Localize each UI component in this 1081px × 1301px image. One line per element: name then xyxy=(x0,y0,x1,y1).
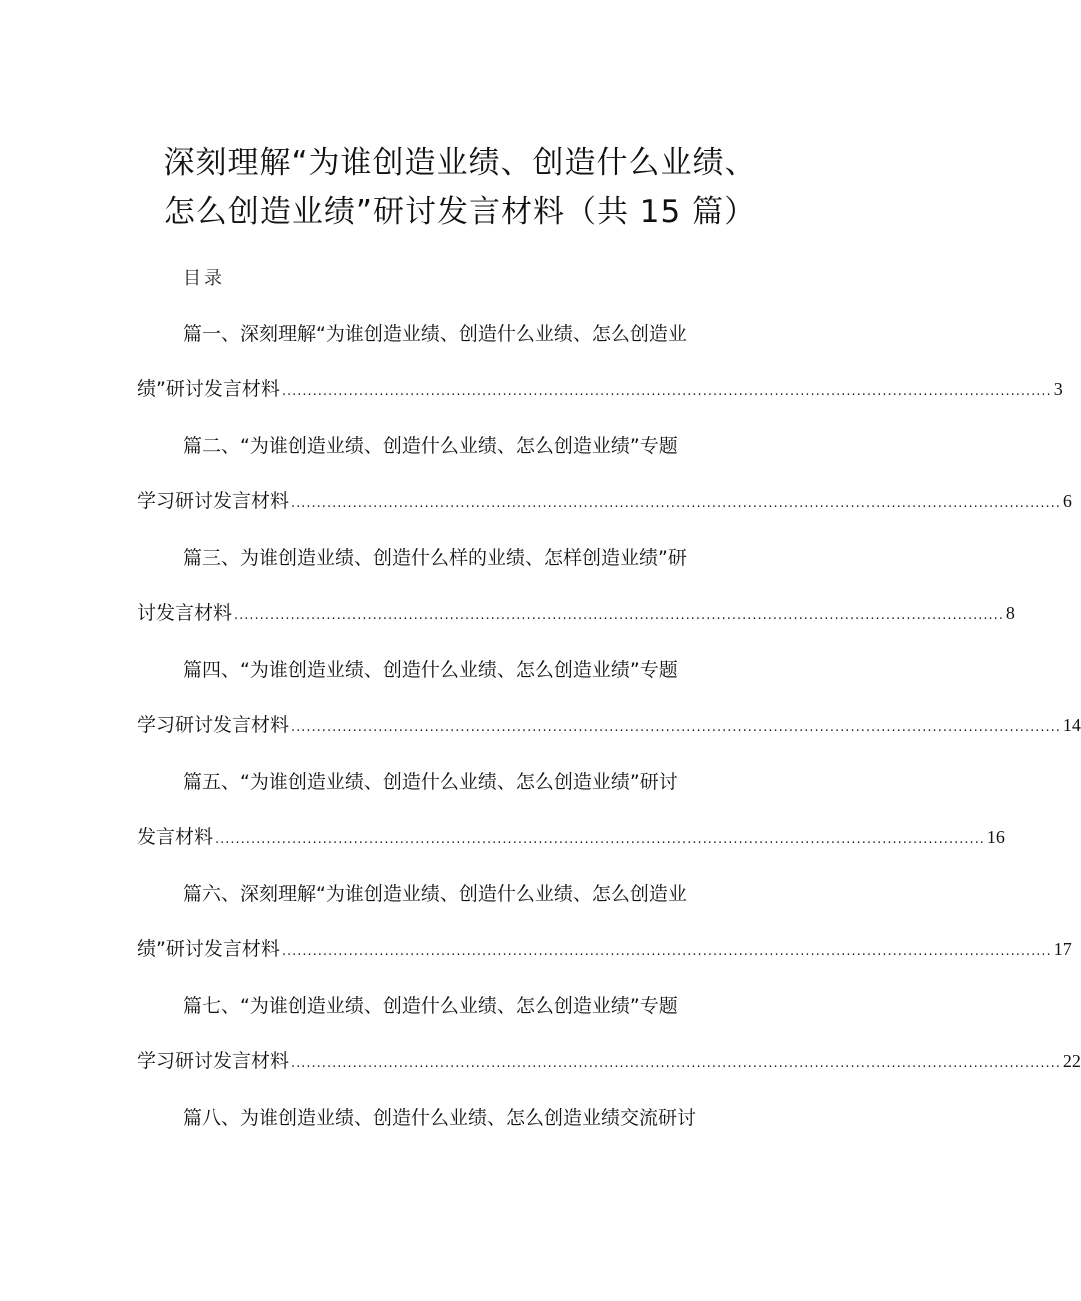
toc-entry-4-line-1[interactable]: 篇四、“为谁创造业绩、创造什么业绩、怎么创造业绩”专题 xyxy=(183,659,678,681)
toc-entry-8-line-1[interactable]: 篇八、为谁创造业绩、创造什么业绩、怎么创造业绩交流研讨 xyxy=(183,1107,697,1129)
toc-entry-5-line-2[interactable] xyxy=(137,822,1005,849)
toc-page-number: 8 xyxy=(1005,603,1015,623)
dot-leader: ...................................................................................................................................................... xyxy=(234,608,1004,623)
toc-page-number: 22 xyxy=(1062,1051,1081,1071)
document-title-line-1: 深刻理解“为谁创造业绩、创造什么业绩、 xyxy=(163,145,757,181)
toc-entry-2-line-2[interactable] xyxy=(137,486,1072,513)
dot-leader: ...................................................................................................................................................... xyxy=(281,384,1052,399)
toc-entry-1-line-1[interactable]: 篇一、深刻理解“为谁创造业绩、创造什么业绩、怎么创造业 xyxy=(183,323,687,345)
dot-leader: ...................................................................................................................................................... xyxy=(215,832,985,847)
toc-entry-6-line-1[interactable]: 篇六、深刻理解“为谁创造业绩、创造什么业绩、怎么创造业 xyxy=(183,883,687,905)
toc-entry-5-line-1[interactable]: 篇五、“为谁创造业绩、创造什么业绩、怎么创造业绩”研讨 xyxy=(183,771,678,793)
toc-page-number: 3 xyxy=(1053,379,1063,399)
toc-page-number: 6 xyxy=(1062,491,1072,511)
dot-leader: ...................................................................................................................................................... xyxy=(291,496,1061,511)
toc-entry-3-line-2[interactable] xyxy=(137,598,1015,625)
toc-entry-1-line-2[interactable] xyxy=(137,374,1063,401)
dot-leader: ...................................................................................................................................................... xyxy=(291,1056,1061,1071)
toc-entry-7-line-2[interactable] xyxy=(137,1046,1081,1073)
toc-entry-7-line-1[interactable]: 篇七、“为谁创造业绩、创造什么业绩、怎么创造业绩”专题 xyxy=(183,995,678,1017)
toc-entry-2-line-1[interactable]: 篇二、“为谁创造业绩、创造什么业绩、怎么创造业绩”专题 xyxy=(183,435,678,457)
document-title-line-2: 怎么创造业绩”研讨发言材料（共 15 篇） xyxy=(163,194,757,230)
dot-leader: ...................................................................................................................................................... xyxy=(291,720,1061,735)
toc-entry-continuation: 学习研讨发言材料 xyxy=(137,1050,290,1072)
toc-entry-continuation: 绩”研讨发言材料 xyxy=(137,938,280,960)
toc-entry-continuation: 学习研讨发言材料 xyxy=(137,714,290,736)
toc-entry-4-line-2[interactable] xyxy=(137,710,1081,737)
toc-entry-3-line-1[interactable]: 篇三、为谁创造业绩、创造什么样的业绩、怎样创造业绩”研 xyxy=(183,547,687,569)
toc-page-number: 17 xyxy=(1053,939,1072,959)
toc-page-number: 16 xyxy=(986,827,1005,847)
toc-entry-continuation: 绩”研讨发言材料 xyxy=(137,378,280,400)
toc-heading: 目录 xyxy=(183,268,225,289)
toc-entry-6-line-2[interactable] xyxy=(137,934,1072,961)
dot-leader: ...................................................................................................................................................... xyxy=(281,944,1052,959)
toc-entry-continuation: 学习研讨发言材料 xyxy=(137,490,290,512)
toc-entry-continuation: 发言材料 xyxy=(137,826,214,848)
toc-entry-continuation: 讨发言材料 xyxy=(137,602,233,624)
toc-page-number: 14 xyxy=(1062,715,1081,735)
